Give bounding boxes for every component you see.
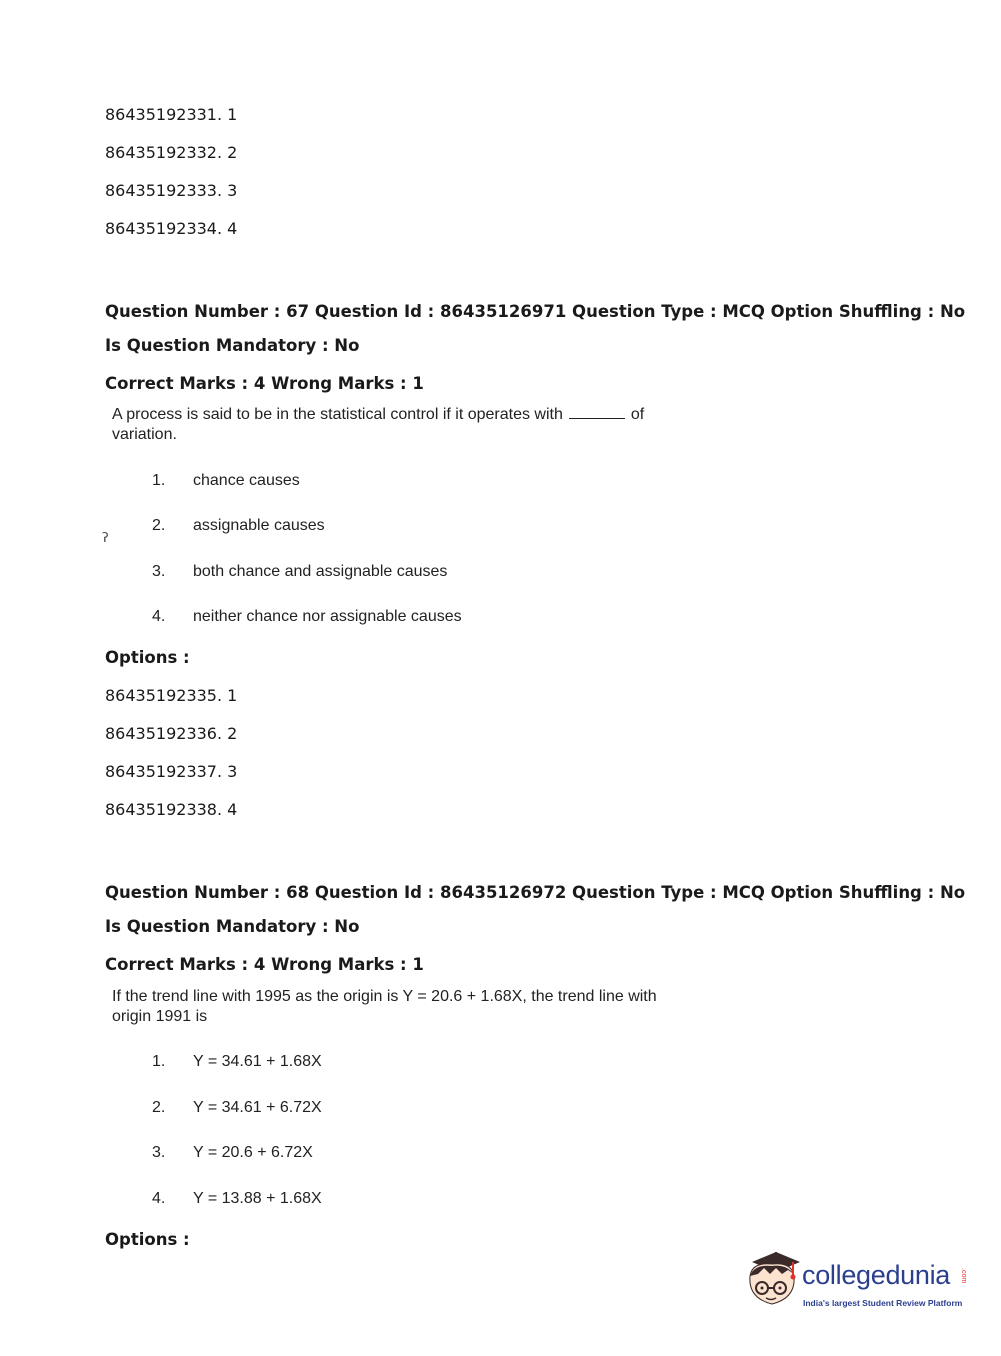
logo-tagline: India's largest Student Review Platform — [803, 1298, 963, 1308]
choice-item: 3. Y = 20.6 + 6.72X — [152, 1144, 313, 1161]
question-text: If the trend line with 1995 as the origin is Y = 20.6 + 1.68X, the trend line with origin 1991 is — [112, 988, 657, 1025]
question-header: Question Number : 67 Question Id : 86435126971 Question Type : MCQ Option Shuffling : No — [105, 302, 966, 321]
choice-item: 4. Y = 13.88 + 1.68X — [152, 1190, 322, 1207]
option-line: 86435192331. 1 — [105, 105, 238, 124]
option-line: 86435192335. 1 — [105, 686, 238, 705]
option-line: 86435192334. 4 — [105, 219, 238, 238]
options-label: Options : — [105, 648, 190, 667]
question-header: Question Number : 68 Question Id : 86435126972 Question Type : MCQ Option Shuffling : No — [105, 883, 966, 902]
choice-item: 3. both chance and assignable causes — [152, 563, 448, 580]
option-line: 86435192332. 2 — [105, 143, 238, 162]
collegedunia-logo — [742, 1248, 972, 1320]
logo-domain: .com — [960, 1268, 967, 1284]
option-line: 86435192333. 3 — [105, 181, 238, 200]
question-marks: Correct Marks : 4 Wrong Marks : 1 — [105, 374, 424, 393]
option-line: 86435192337. 3 — [105, 762, 238, 781]
choice-item: 4. neither chance nor assignable causes — [152, 608, 462, 625]
question-text: A process is said to be in the statistical control if it operates with of variation. — [112, 406, 645, 443]
choice-item: 1. chance causes — [152, 472, 300, 489]
question-mandatory: Is Question Mandatory : No — [105, 336, 360, 355]
option-line: 86435192338. 4 — [105, 800, 238, 819]
choice-item: 2. assignable causes — [152, 517, 325, 534]
mascot-icon — [742, 1248, 802, 1318]
stray-mark: ʔ — [102, 531, 109, 546]
choice-item: 2. Y = 34.61 + 6.72X — [152, 1099, 322, 1116]
answer-blank — [569, 406, 625, 419]
question-marks: Correct Marks : 4 Wrong Marks : 1 — [105, 955, 424, 974]
options-label: Options : — [105, 1230, 190, 1249]
logo-wordmark: collegedunia — [802, 1260, 951, 1290]
choice-item: 1. Y = 34.61 + 1.68X — [152, 1053, 322, 1070]
question-mandatory: Is Question Mandatory : No — [105, 917, 360, 936]
option-line: 86435192336. 2 — [105, 724, 238, 743]
